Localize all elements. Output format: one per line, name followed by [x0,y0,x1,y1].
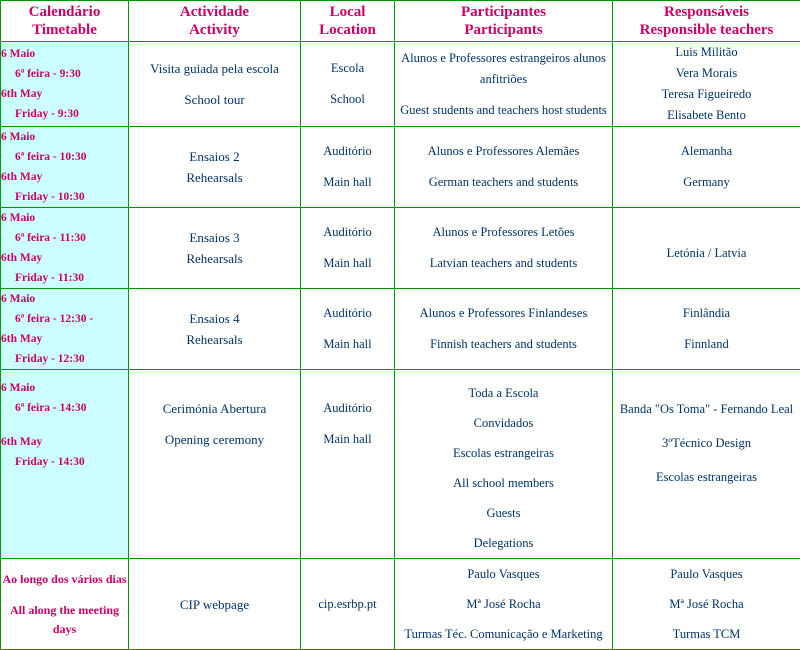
cell-calendar [1,208,129,289]
calendar-line: 6th May [1,329,128,349]
participants-line: All school members [395,468,612,498]
activity-line: Rehearsals [129,329,300,350]
cell-location [301,289,395,370]
activity-line: CIP webpage [129,594,300,615]
table-row [1,208,800,289]
participants-line: Paulo Vasques [395,559,612,589]
cell-location [301,370,395,559]
table-header [1,1,800,42]
activity-spacer [129,419,300,429]
location-line: cip.esrbp.pt [301,594,394,615]
cell-calendar [1,127,129,208]
cell-location [301,127,395,208]
responsible-line: 3ºTécnico Design [613,426,800,460]
responsible-line: Elisabete Bento [613,105,800,126]
calendar-line: Friday - 11:30 [1,268,128,288]
calendar-line: 6ª feira - 12:30 - [1,309,128,329]
responsible-line: Mª José Rocha [613,589,800,619]
location-line: Auditório [301,222,394,243]
location-line: Auditório [301,303,394,324]
header-location-pt: Local [301,3,394,21]
calendar-line: 6ª feira - 10:30 [1,147,128,167]
activity-line: Ensaios 3 [129,227,300,248]
calendar-line: 6 Maio [1,127,128,147]
cell-responsible [613,42,800,127]
column-header-responsible [613,1,800,42]
calendar-line: All along the meeting days [1,601,128,639]
cell-calendar [1,370,129,559]
responsible-line: Luis Militão [613,42,800,63]
responsible-line: Germany [613,172,800,193]
header-participants-pt: Participantes [395,3,612,21]
cell-participants [395,289,613,370]
cell-participants [395,127,613,208]
header-calendar-en: Timetable [1,21,128,39]
calendar-spacer [1,589,128,601]
participants-line: Turmas Téc. Comunicação e Marketing [395,619,612,649]
location-line: Main hall [301,334,394,355]
cell-location [301,208,395,289]
location-spacer [301,243,394,253]
cell-calendar [1,42,129,127]
calendar-spacer [1,418,128,432]
participants-line: Alunos e Professores estrangeiros alunos anfitriões [395,48,612,90]
calendar-line: 6th May [1,167,128,187]
calendar-line: Ao longo dos vários dias [1,570,128,589]
activity-line: School tour [129,89,300,110]
participants-line: Finnish teachers and students [395,334,612,355]
participants-line: Mª José Rocha [395,589,612,619]
participants-line: Latvian teachers and students [395,253,612,274]
responsible-line: Escolas estrangeiras [613,460,800,494]
responsible-line: Turmas TCM [613,619,800,649]
calendar-line: 6 Maio [1,44,128,64]
cell-responsible [613,370,800,559]
header-location-en: Location [301,21,394,39]
calendar-line: 6th May [1,248,128,268]
cell-participants [395,559,613,650]
responsible-line: Vera Morais [613,63,800,84]
cell-activity [129,559,301,650]
location-line: School [301,89,394,110]
calendar-line: Friday - 14:30 [1,452,128,472]
header-calendar-pt: Calendário [1,3,128,21]
location-line: Auditório [301,398,394,419]
participants-line: Escolas estrangeiras [395,438,612,468]
table-body [1,42,800,650]
calendar-line: 6ª feira - 14:30 [1,398,128,418]
responsible-spacer [613,324,800,334]
location-line: Main hall [301,429,394,450]
calendar-line: Friday - 12:30 [1,349,128,369]
cell-participants [395,208,613,289]
activity-line: Rehearsals [129,167,300,188]
cell-location [301,42,395,127]
responsible-line: Finnland [613,334,800,355]
responsible-spacer [613,233,800,243]
table-row [1,42,800,127]
participants-line: Alunos e Professores Finlandeses [395,303,612,324]
column-header-location [301,1,395,42]
cell-activity [129,42,301,127]
header-row [1,1,800,42]
participants-line: Delegations [395,528,612,558]
calendar-line: 6 Maio [1,378,128,398]
activity-line: Ensaios 4 [129,308,300,329]
location-line: Auditório [301,141,394,162]
header-responsible-en: Responsible teachers [613,21,800,39]
cell-responsible [613,559,800,650]
calendar-line: Friday - 9:30 [1,104,128,124]
participants-line: Convidados [395,408,612,438]
cell-responsible [613,208,800,289]
calendar-line: 6th May [1,432,128,452]
responsible-line: Banda "Os Toma" - Fernando Leal [613,392,800,426]
calendar-line: 6 Maio [1,208,128,228]
calendar-line: 6ª feira - 9:30 [1,64,128,84]
calendar-line: Friday - 10:30 [1,187,128,207]
responsible-spacer [613,162,800,172]
location-line: Main hall [301,172,394,193]
cell-calendar [1,559,129,650]
participants-spacer [395,162,612,172]
cell-activity [129,208,301,289]
cell-activity [129,370,301,559]
cell-calendar [1,289,129,370]
cell-responsible [613,289,800,370]
table-row [1,127,800,208]
calendar-line: 6th May [1,84,128,104]
cell-activity [129,289,301,370]
participants-spacer [395,324,612,334]
table-row [1,559,800,650]
participants-spacer [395,243,612,253]
location-spacer [301,162,394,172]
responsible-line: Paulo Vasques [613,559,800,589]
location-spacer [301,324,394,334]
participants-line: Alunos e Professores Letões [395,222,612,243]
cell-location [301,559,395,650]
location-line: Main hall [301,253,394,274]
column-header-participants [395,1,613,42]
column-header-calendar [1,1,129,42]
responsible-line: Alemanha [613,141,800,162]
activity-spacer [129,79,300,89]
column-header-activity [129,1,301,42]
header-responsible-pt: Responsáveis [613,3,800,21]
header-participants-en: Participants [395,21,612,39]
location-spacer [301,419,394,429]
participants-line: Toda a Escola [395,378,612,408]
participants-line: German teachers and students [395,172,612,193]
calendar-line: 6 Maio [1,289,128,309]
participants-spacer [395,90,612,100]
activity-line: Visita guiada pela escola [129,58,300,79]
location-line: Escola [301,58,394,79]
calendar-line: 6ª feira - 11:30 [1,228,128,248]
header-activity-pt: Actividade [129,3,300,21]
participants-line: Guest students and teachers host students [395,100,612,121]
header-activity-en: Activity [129,21,300,39]
table-row [1,289,800,370]
responsible-line: Letónia / Latvia [613,243,800,264]
activity-line: Opening ceremony [129,429,300,450]
participants-line: Alunos e Professores Alemães [395,141,612,162]
activity-line: Cerimónia Abertura [129,398,300,419]
activity-line: Ensaios 2 [129,146,300,167]
cell-activity [129,127,301,208]
cell-responsible [613,127,800,208]
participants-line: Guests [395,498,612,528]
location-spacer [301,79,394,89]
cell-participants [395,370,613,559]
cell-participants [395,42,613,127]
table-row [1,370,800,559]
responsible-line: Finlândia [613,303,800,324]
activity-line: Rehearsals [129,248,300,269]
responsible-line: Teresa Figueiredo [613,84,800,105]
